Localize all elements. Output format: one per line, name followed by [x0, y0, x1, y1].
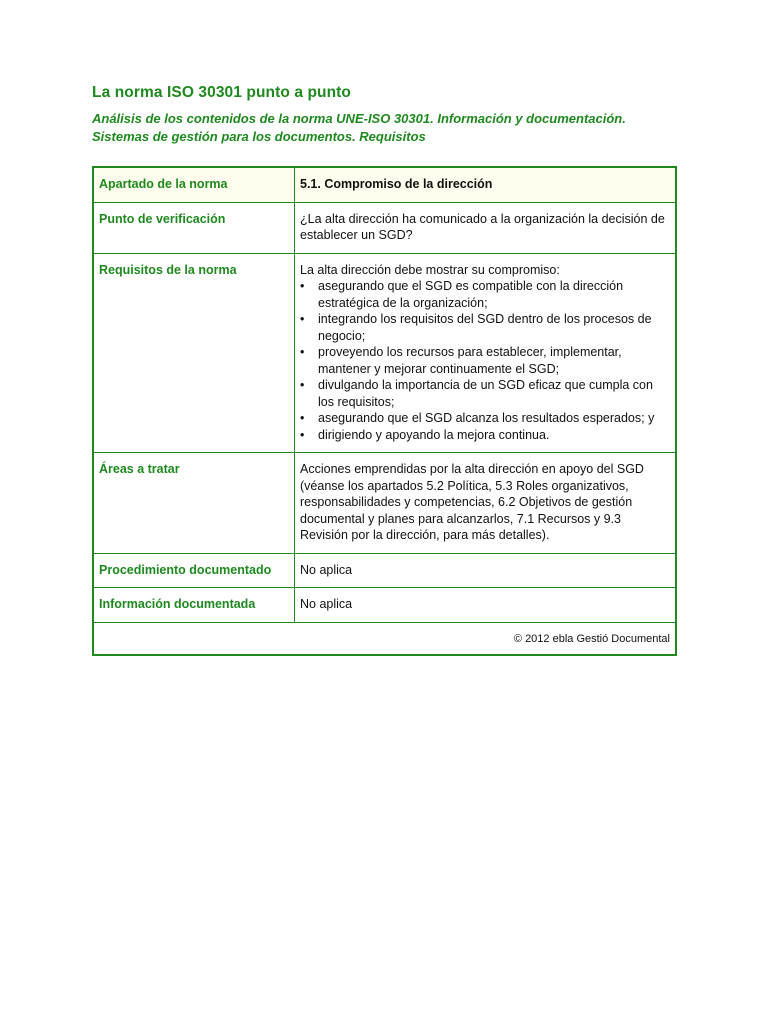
document-page — [92, 84, 677, 656]
subtitle-prefix: Análisis de los contenidos de la norma — [92, 111, 337, 126]
bullet-icon: • — [300, 279, 305, 293]
bullet-icon: • — [300, 411, 305, 425]
requirements-label: Requisitos de la norma — [93, 253, 295, 453]
documented-info-value: No aplica — [295, 588, 677, 623]
verification-value: ¿La alta dirección ha comunicado a la organización la decisión de establecer un SGD? — [295, 202, 677, 253]
requirements-intro: La alta dirección debe mostrar su compromiso: — [300, 262, 560, 277]
list-item: • asegurando que el SGD alcanza los resultados esperados; y — [300, 411, 655, 425]
procedure-label: Procedimiento documentado — [93, 553, 295, 588]
procedure-value: No aplica — [295, 553, 677, 588]
section-label: Apartado de la norma — [93, 167, 295, 202]
areas-value: Acciones emprendidas por la alta dirección en apoyo del SGD (véanse los apartados 5.2 Política, 5.3 Roles organizativos, responsabilidades y competencias, 6.2 Objetivos de gestión documental y planes para alcanzarlos, 7.1 Recursos y 9.3 Revisión por la dirección, para más detalles). — [295, 453, 677, 554]
requirements-value — [295, 253, 677, 453]
section-value: 5.1. Compromiso de la dirección — [295, 167, 677, 202]
table-row-areas — [93, 453, 676, 554]
copyright-notice: © 2012 ebla Gestió Documental — [93, 622, 676, 655]
verification-label: Punto de verificación — [93, 202, 295, 253]
table-row-verification — [93, 202, 676, 253]
table-row-procedure — [93, 553, 676, 588]
bullet-icon: • — [300, 378, 305, 392]
checklist-table — [92, 166, 677, 656]
bullet-icon: • — [300, 345, 305, 359]
document-title: La norma ISO 30301 punto a punto — [92, 84, 351, 101]
table-row-footer — [93, 622, 676, 655]
bullet-icon: • — [300, 312, 305, 326]
subtitle-standard-name: UNE-ISO 30301. Información y documentación. Sistemas de gestión para los documentos. Requisitos — [92, 111, 626, 144]
list-item: • dirigiendo y apoyando la mejora continua. — [300, 427, 550, 442]
areas-label: Áreas a tratar — [93, 453, 295, 554]
bullet-icon: • — [300, 427, 305, 442]
documented-info-label: Información documentada — [93, 588, 295, 623]
table-row-documented-info — [93, 588, 676, 623]
list-item: • proveyendo los recursos para establecer, implementar, mantener y mejorar continuamente el SGD; — [300, 345, 622, 376]
requirements-list — [300, 278, 670, 443]
list-item: • asegurando que el SGD es compatible con la dirección estratégica de la organización; — [300, 279, 624, 310]
document-subtitle — [92, 110, 677, 146]
table-row-header — [93, 167, 676, 202]
list-item: • integrando los requisitos del SGD dentro de los procesos de negocio; — [300, 312, 652, 343]
table-row-requirements — [93, 253, 676, 453]
list-item: • divulgando la importancia de un SGD eficaz que cumpla con los requisitos; — [300, 378, 653, 409]
